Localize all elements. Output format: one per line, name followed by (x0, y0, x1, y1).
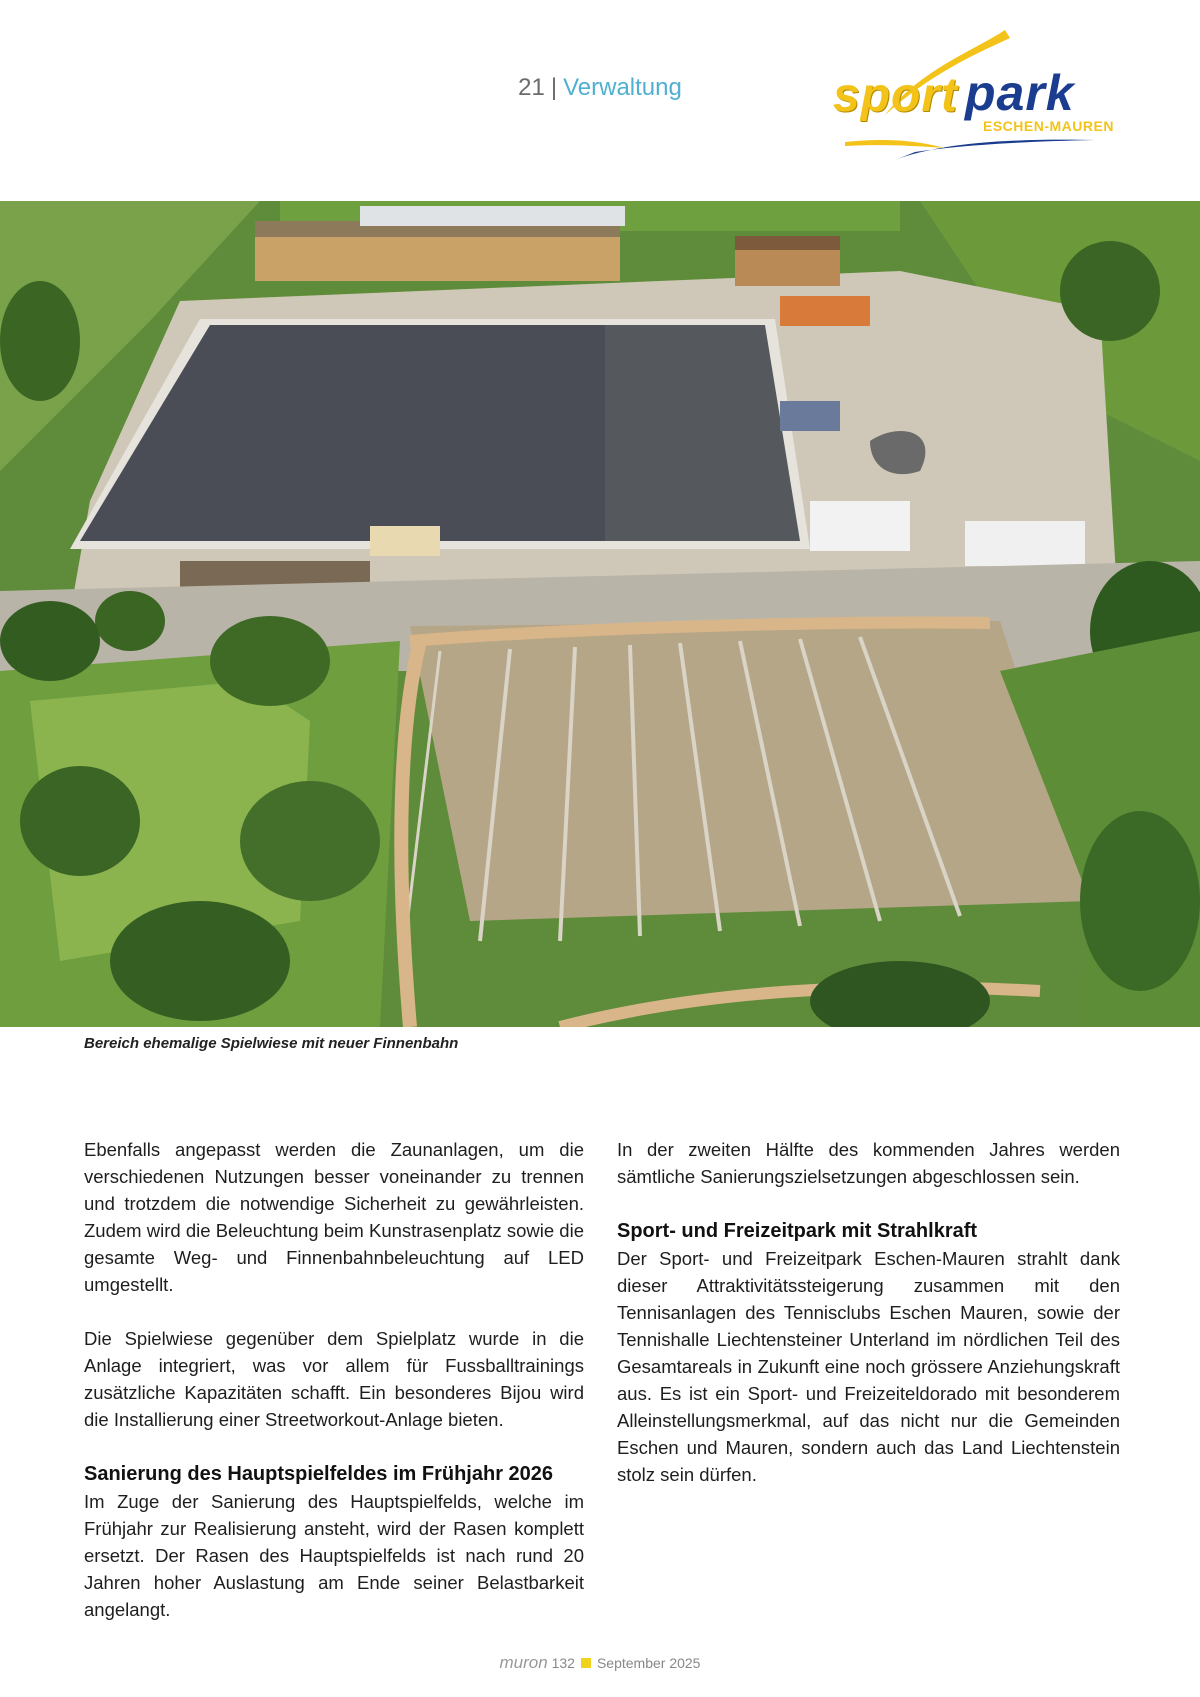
logo-word-park: park (965, 65, 1075, 121)
paragraph-fencing-lighting: Ebenfalls angepasst werden die Zaunanlagen, um die verschiedenen Nutzungen besser voneinander zu trennen und trotzdem die notwendige Sicherheit zu gewährleisten. Zudem wird die Beleuchtung beim Kunstrasenplatz sowie die gesamte Weg- und Finnenbahnbeleuchtung auf LED umgestellt. (84, 1139, 584, 1295)
footer-square-icon (581, 1658, 591, 1668)
logo-word-sport: sport (833, 69, 958, 122)
paragraph-spielwiese: Die Spielwiese gegenüber dem Spielplatz wurde in die Anlage integriert, was vor allem für Fussballtrainings zusätzliche Kapazitäten schafft. Ein besonderes Bijou wird die Installierung einer Streetworkout-Anlage bieten. (84, 1328, 584, 1430)
header-separator: | (550, 74, 558, 101)
heading-sanierung: Sanierung des Hauptspielfeldes im Frühjahr 2026 (84, 1463, 554, 1485)
page-number: 21 (518, 74, 545, 101)
issue-date: September 2025 (596, 1655, 701, 1671)
paragraph-sanierung: Im Zuge der Sanierung des Hauptspielfelds, welche im Frühjahr zur Realisierung ansteht, wird der Rasen komplett ersetzt. Der Rasen des Hauptspielfelds ist nach rund 20 Jahren hoher Auslastung am Ende seiner Belastbarkeit angelangt. (84, 1491, 584, 1620)
magazine-name: muron (499, 1653, 548, 1672)
paragraph-sanierung-end: In der zweiten Hälfte des kommenden Jahres werden sämtliche Sanierungszielsetzungen abgeschlossen sein. (617, 1139, 1120, 1187)
paragraph-strahlkraft: Der Sport- und Freizeitpark Eschen-Mauren strahlt dank dieser Attraktivitätssteigerung zusammen mit den Tennisanlagen des Tennisclubs Eschen Mauren, sowie der Tennishalle Liechtensteiner Unterland im nördlichen Teil des Gesamtareals in Zukunft eine noch grössere Anziehungskraft aus. Es ist ein Sport- und Freizeiteldorado mit besonderem Alleinstellungsmerkmal, auf das nicht nur die Gemeinden Eschen und Mauren, sondern auch das Land Liechtenstein stolz sein dürfen. (617, 1248, 1120, 1485)
photo-caption: Bereich ehemalige Spielwiese mit neuer Finnenbahn (84, 1035, 459, 1052)
sportpark-logo (825, 30, 1125, 160)
left-column (84, 1136, 584, 1623)
logo-subtitle: ESCHEN-MAUREN (983, 118, 1114, 134)
right-column (617, 1136, 1120, 1488)
page-footer (0, 1653, 1200, 1673)
aerial-photo-illustration (0, 201, 1200, 1027)
heading-strahlkraft: Sport- und Freizeitpark mit Strahlkraft (617, 1220, 978, 1242)
aerial-photo (0, 201, 1200, 1027)
section-title: Verwaltung (563, 74, 682, 101)
issue-number: 132 (551, 1655, 575, 1671)
